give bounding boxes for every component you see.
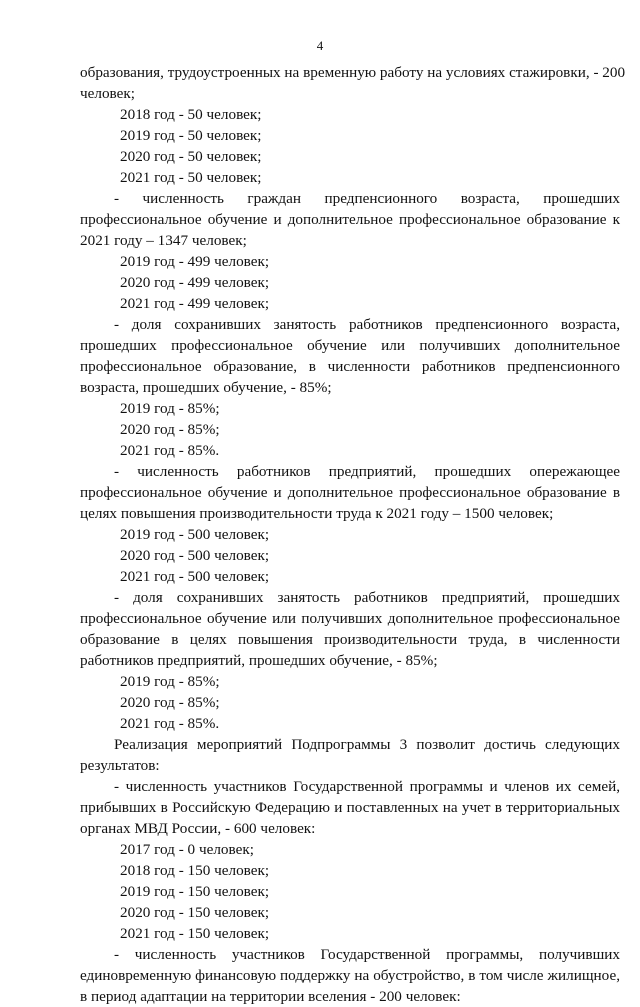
text-line: - численность участников Государственной программы и членов их семей, [114,778,620,795]
text-line: образование в целях повышения производительности труда, в численности [80,631,620,648]
text-line: 2021 год - 85%. [120,442,220,459]
text-line: профессиональное обучение и дополнительное профессиональное образование в [80,484,620,501]
document-body [80,62,626,1007]
text-line: 2021 год - 499 человек; [120,295,270,312]
text-line: в период адаптации на территории вселения - 200 человек: [80,988,461,1005]
text-line: 2021 год - 500 человек; [120,568,270,585]
text-line: единовременную финансовую поддержку на обустройство, в том числе жилищное, [80,967,620,984]
text-line: 2018 год - 150 человек; [120,862,270,879]
text-line: 2019 год - 499 человек; [120,253,270,270]
text-line: 2020 год - 150 человек; [120,904,270,921]
text-line: - доля сохранивших занятость работников предприятий, прошедших [114,589,620,606]
text-line: 2020 год - 500 человек; [120,547,270,564]
text-line: целях повышения производительности труда к 2021 году – 1500 человек; [80,505,554,522]
text-line: прибывших в Российскую Федерацию и поставленных на учет в территориальных [80,799,620,816]
text-line: профессиональное образование, в численности работников предпенсионного [80,358,620,375]
text-line: 2021 год - 50 человек; [120,169,262,186]
text-line: - численность граждан предпенсионного возраста, прошедших [114,190,620,207]
text-line: 2021 год - 85%. [120,715,220,732]
text-line: результатов: [80,757,160,774]
text-line: 2019 год - 85%; [120,673,220,690]
text-line: - численность работников предприятий, прошедших опережающее [114,463,620,480]
text-line: профессиональное обучение или получивших дополнительное профессиональное [80,610,620,627]
text-line: 2021 год - 150 человек; [120,925,270,942]
text-line: 2019 год - 500 человек; [120,526,270,543]
text-line: 2020 год - 499 человек; [120,274,270,291]
text-line: 2019 год - 85%; [120,400,220,417]
page-number: 4 [316,38,324,53]
text-line: 2021 году – 1347 человек; [80,232,247,249]
text-line: - доля сохранивших занятость работников предпенсионного возраста, [114,316,620,333]
text-line: 2019 год - 50 человек; [120,127,262,144]
text-line: 2018 год - 50 человек; [120,106,262,123]
text-line: органах МВД России, - 600 человек: [80,820,316,837]
text-line: 2020 год - 50 человек; [120,148,262,165]
text-line: Реализация мероприятий Подпрограммы 3 позволит достичь следующих [114,736,620,753]
text-line: возраста, прошедших обучение, - 85%; [80,379,332,396]
text-line: человек; [80,85,135,102]
text-line: профессиональное обучение и дополнительное профессиональное образование к [80,211,620,228]
text-line: 2019 год - 150 человек; [120,883,270,900]
text-line: 2020 год - 85%; [120,694,220,711]
text-line: прошедших профессиональное обучение или получивших дополнительное [80,337,620,354]
text-line: 2020 год - 85%; [120,421,220,438]
text-line: работников предприятий, прошедших обучение, - 85%; [80,652,438,669]
text-line: 2017 год - 0 человек; [120,841,254,858]
text-line: образования, трудоустроенных на временную работу на условиях стажировки, - 200 [80,64,626,81]
text-line: - численность участников Государственной программы, получивших [114,946,620,963]
